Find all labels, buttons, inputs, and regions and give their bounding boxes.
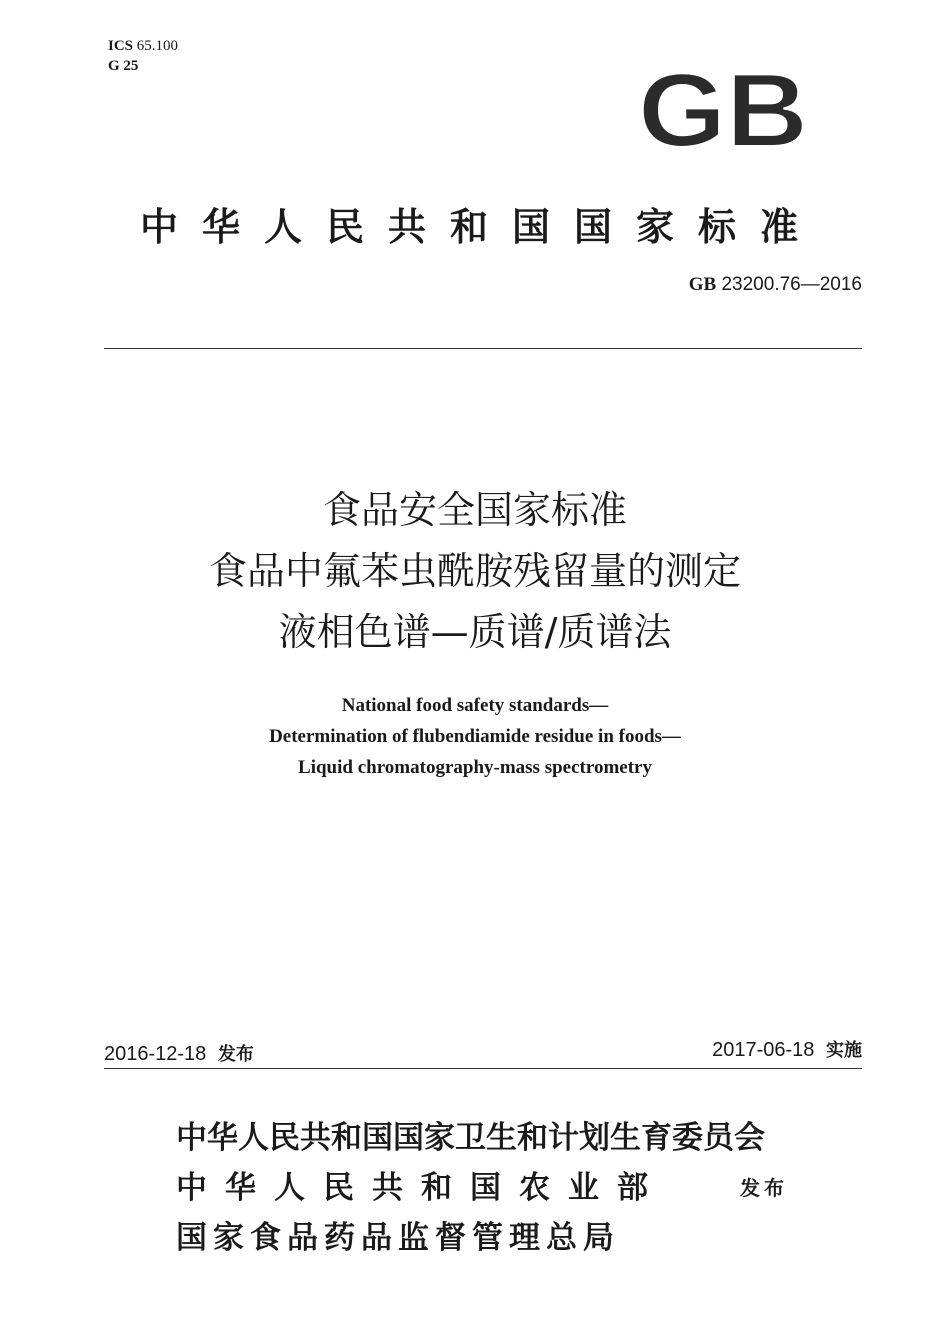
english-title-line: Determination of flubendiamide residue in foods—	[269, 726, 681, 747]
effective-date-value: 2017-06-18	[712, 1039, 815, 1061]
chinese-title	[0, 480, 950, 663]
publisher-agriculture-ministry: 中华人民共和国农业部	[176, 1170, 666, 1206]
english-title-line: Liquid chromatography-mass spectrometry	[298, 757, 652, 778]
bottom-divider	[104, 1068, 862, 1069]
ics-code: 65.100	[136, 38, 179, 54]
effective-label: 实施	[826, 1040, 862, 1061]
national-standard-title: 中华人民共和国国家标准	[139, 205, 822, 249]
issue-label: 发布	[217, 1044, 254, 1065]
ics-line	[108, 36, 178, 56]
effective-date	[712, 1036, 862, 1062]
gb-logo	[632, 62, 814, 158]
english-title	[0, 690, 950, 783]
publisher-food-drug-administration: 国家食品药品监督管理总局	[176, 1220, 620, 1256]
chinese-title-line: 液相色谱—质谱/质谱法	[278, 610, 672, 654]
gb-logo-text: GB	[638, 62, 808, 158]
issue-date-value: 2016-12-18	[104, 1043, 207, 1065]
english-title-line: National food safety standards—	[341, 695, 609, 716]
ccs-code: G 25	[108, 58, 139, 74]
classification-codes	[108, 36, 178, 76]
top-divider	[104, 348, 862, 349]
publisher-health-commission: 中华人民共和国国家卫生和计划生育委员会	[176, 1120, 765, 1156]
ics-label: ICS	[108, 38, 134, 54]
standard-number	[689, 274, 862, 296]
publish-suffix: 发布	[740, 1176, 788, 1200]
standard-code: 23200.76—2016	[721, 274, 862, 295]
issue-date	[104, 1040, 254, 1066]
chinese-title-line: 食品中氟苯虫酰胺残留量的测定	[208, 549, 741, 593]
chinese-title-line: 食品安全国家标准	[322, 488, 627, 532]
standard-prefix: GB	[688, 274, 717, 295]
